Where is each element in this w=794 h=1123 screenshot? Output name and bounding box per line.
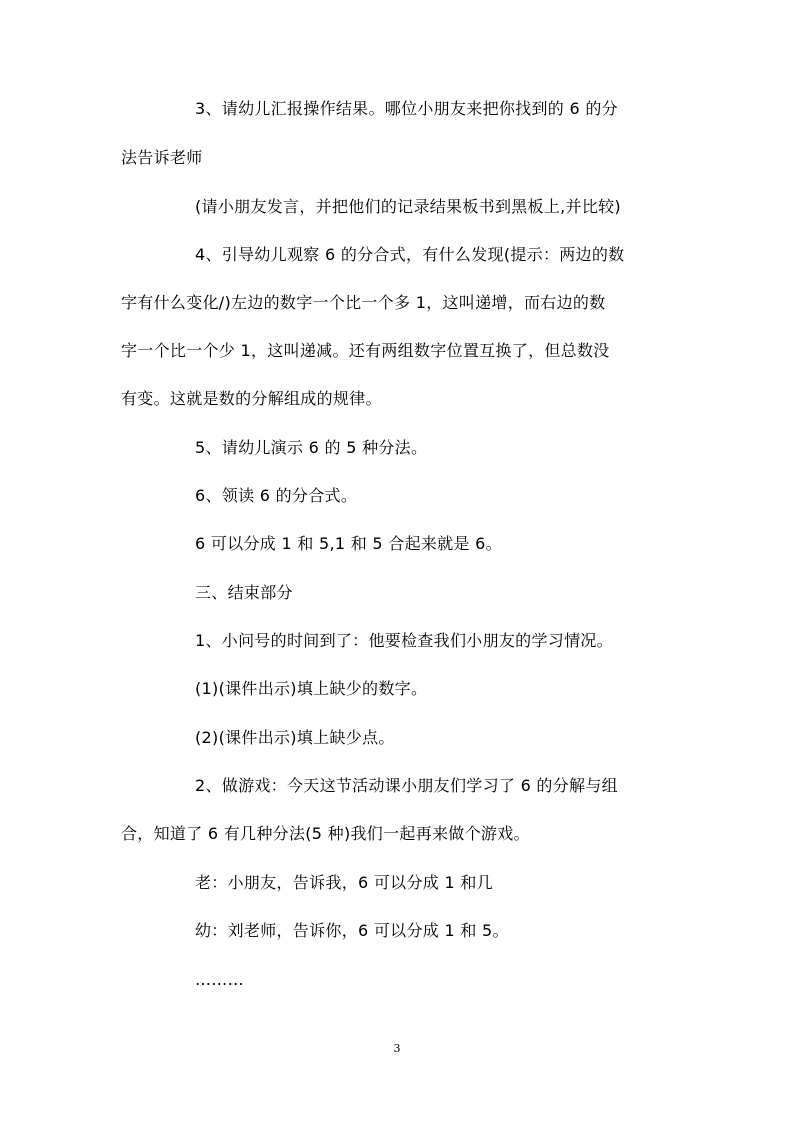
paragraph-line: 5、请幼儿演示 6 的 5 种分法。 [195,438,428,457]
paragraph-line: 字一个比一个少 1，这叫递减。还有两组数字位置互换了，但总数没 [121,341,610,360]
section-heading: 三、结束部分 [195,583,293,602]
paragraph-line: (1)(课件出示)填上缺少的数字。 [195,679,428,698]
paragraph-line: 字有什么变化/)左边的数字一个比一个多 1，这叫递增，而右边的数 [121,293,606,312]
paragraph-line: (2)(课件出示)填上缺少点。 [195,728,395,747]
paragraph-line: 4、引导幼儿观察 6 的分合式，有什么发现(提示：两边的数 [195,245,625,264]
paragraph-line: 有变。这就是数的分解组成的规律。 [121,389,382,408]
paragraph-line: 2、做游戏：今天这节活动课小朋友们学习了 6 的分解与组 [195,776,618,795]
paragraph-line: 1、小问号的时间到了：他要检查我们小朋友的学习情况。 [195,631,613,650]
paragraph-line: 法告诉老师 [121,148,203,167]
page-number: 3 [393,1042,401,1055]
dialogue-line: 老：小朋友，告诉我，6 可以分成 1 和几 [195,873,493,892]
paragraph-line: 6、领读 6 的分合式。 [195,486,358,505]
dialogue-line: 幼：刘老师，告诉你，6 可以分成 1 和 5。 [195,921,509,940]
paragraph-line: 6 可以分成 1 和 5,1 和 5 合起来就是 6。 [195,534,502,553]
ellipsis-line: ……… [195,970,244,989]
paragraph-line: (请小朋友发言，并把他们的记录结果板书到黑板上,并比较) [195,197,621,216]
paragraph-line: 合，知道了 6 有几种分法(5 种)我们一起再来做个游戏。 [121,824,530,843]
paragraph-line: 3、请幼儿汇报操作结果。哪位小朋友来把你找到的 6 的分 [195,99,618,118]
